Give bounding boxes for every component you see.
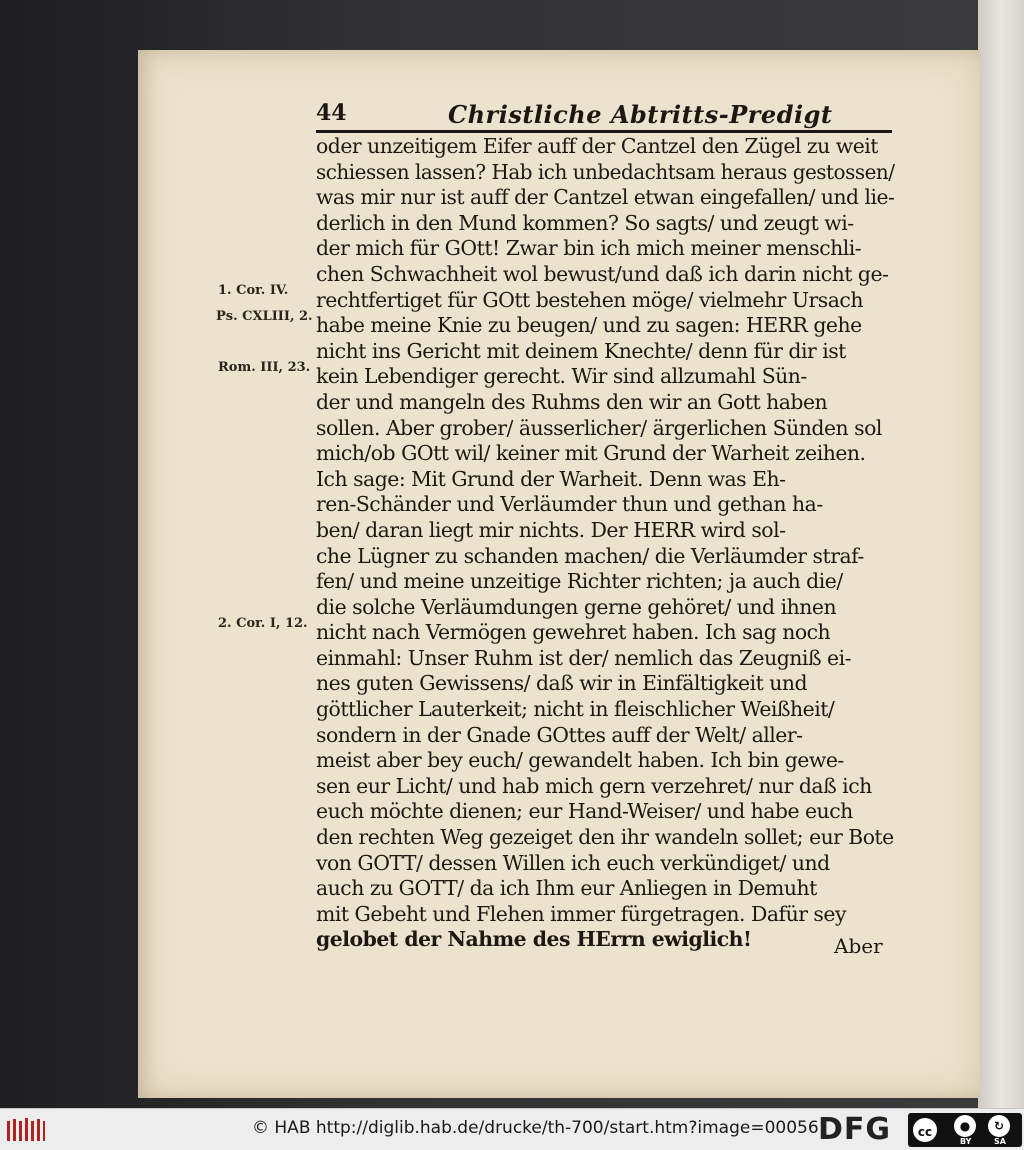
facing-page-edge [978,0,1024,1108]
marginalia [218,50,318,1098]
marginal-note: 2. Cor. I, 12. [218,616,308,631]
text-line: nicht nach Vermögen gewehret haben. Ich sag noch [316,620,831,645]
text-line: einmahl: Unser Ruhm ist der/ nemlich das Zeugniß ei- [316,645,852,670]
marginal-note: Ps. CXLIII, 2. [216,309,313,324]
text-line: fen/ und meine unzeitige Richter richten; ja auch die/ [316,569,843,594]
text-line: sondern in der Gnade GOttes auff der Welt/ aller- [316,722,803,747]
cc-icon: cc [911,1116,939,1144]
text-line: schiessen lassen? Hab ich unbedachtsam heraus gestossen/ [316,159,895,184]
text-line: kein Lebendiger gerecht. Wir sind allzumahl Sün- [316,364,807,389]
marginal-note: 1. Cor. IV. [218,283,289,298]
text-line: derlich in den Mund kommen? So sagts/ und zeugt wi- [316,210,854,235]
text-line: von GOTT/ dessen Willen ich euch verkündiget/ und [316,850,830,875]
text-line: der mich für GOtt! Zwar bin ich mich meiner menschli- [316,236,862,261]
by-label: BY [960,1137,972,1146]
text-line: Ich sage: Mit Grund der Warheit. Denn was Eh- [316,466,786,491]
footer-bar [0,1108,1024,1150]
body-text [316,134,894,953]
catchword: Aber [834,934,883,958]
hab-logo-icon[interactable] [6,1117,46,1143]
sa-icon: ↻ [988,1115,1010,1137]
text-line: sen eur Licht/ und hab mich gern verzehret/ nur daß ich [316,773,872,798]
page-number: 44 [316,100,347,126]
cc-by-sa-badge[interactable] [908,1113,1022,1147]
text-line: rechtfertiget für GOtt bestehen möge/ vielmehr Ursach [316,287,863,312]
text-line: sollen. Aber grober/ äusserlicher/ ärgerlichen Sünden sol [316,415,882,440]
dfg-logo[interactable]: DFG [818,1112,892,1147]
text-line: oder unzeitigem Eifer auff der Cantzel den Zügel zu weit [316,134,878,158]
text-line: die solche Verläumdungen gerne gehöret/ und ihnen [316,594,837,619]
text-line: ren-Schänder und Verläumder thun und gethan ha- [316,492,823,517]
text-line: gelobet der Nahme des HErrn ewiglich! [316,927,752,952]
text-line: auch zu GOTT/ da ich Ihm eur Anliegen in Demuht [316,876,817,901]
text-line: nes guten Gewissens/ daß wir in Einfältigkeit und [316,671,808,696]
page-header [316,100,896,132]
text-line: nicht ins Gericht mit deinem Knechte/ denn für dir ist [316,338,846,363]
text-line: was mir nur ist auff der Cantzel etwan eingefallen/ und lie- [316,185,895,210]
text-line: euch möchte dienen; eur Hand-Weiser/ und habe euch [316,799,853,824]
text-line: meist aber bey euch/ gewandelt haben. Ich bin gewe- [316,748,844,773]
text-line: che Lügner zu schanden machen/ die Verläumder straf- [316,543,864,568]
sa-label: SA [994,1137,1006,1146]
book-page [138,50,980,1098]
text-line: der und mangeln des Ruhms den wir an Gott haben [316,389,828,414]
header-rule [316,130,892,133]
text-line: den rechten Weg gezeiget den ihr wandeln sollet; eur Bote [316,825,894,850]
text-line: mich/ob GOtt wil/ keiner mit Grund der Warheit zeihen. [316,441,866,466]
by-icon: ● [954,1115,976,1137]
running-title: Christliche Abtritts-Predigt [448,100,833,129]
text-line: mit Gebeht und Flehen immer fürgetragen. Dafür sey [316,901,846,926]
marginal-note: Rom. III, 23. [218,360,311,375]
text-line: göttlicher Lauterkeit; nicht in fleischlicher Weißheit/ [316,697,835,722]
copyright-link[interactable]: © HAB http://diglib.hab.de/drucke/th-700/start.htm?image=00056 [252,1118,819,1138]
text-line: chen Schwachheit wol bewust/und daß ich darin nicht ge- [316,261,889,286]
text-line: ben/ daran liegt mir nichts. Der HERR wird sol- [316,517,786,542]
text-line: habe meine Knie zu beugen/ und zu sagen: HERR gehe [316,313,862,338]
